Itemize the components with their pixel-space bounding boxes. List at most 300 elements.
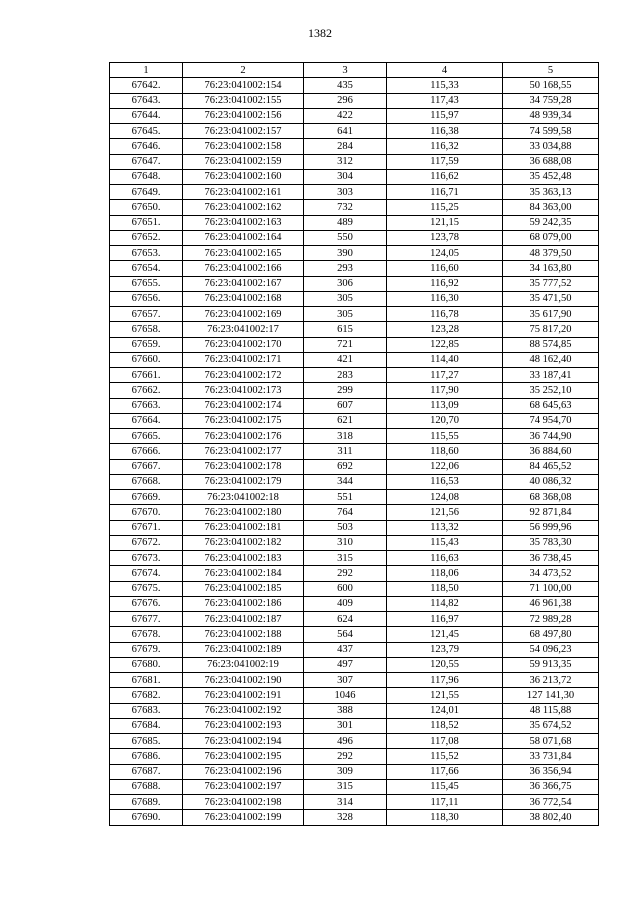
- area-cell: 551: [304, 490, 387, 505]
- area-cell: 564: [304, 627, 387, 642]
- rate-cell: 114,40: [387, 352, 503, 367]
- rate-cell: 120,70: [387, 413, 503, 428]
- table-row: [110, 490, 599, 505]
- cadastral-number-cell: 76:23:041002:167: [183, 276, 304, 291]
- row-number-cell: 67677.: [110, 612, 183, 627]
- area-cell: 388: [304, 703, 387, 718]
- cadastral-number-cell: 76:23:041002:18: [183, 490, 304, 505]
- rate-cell: 116,71: [387, 185, 503, 200]
- value-cell: 84 465,52: [503, 459, 599, 474]
- rate-cell: 121,55: [387, 688, 503, 703]
- area-cell: 615: [304, 322, 387, 337]
- value-cell: 59 242,35: [503, 215, 599, 230]
- value-cell: 127 141,30: [503, 688, 599, 703]
- cadastral-number-cell: 76:23:041002:165: [183, 246, 304, 261]
- cadastral-number-cell: 76:23:041002:197: [183, 779, 304, 794]
- row-number-cell: 67645.: [110, 124, 183, 139]
- row-number-cell: 67650.: [110, 200, 183, 215]
- cadastral-number-cell: 76:23:041002:175: [183, 413, 304, 428]
- table-row: [110, 779, 599, 794]
- value-cell: 36 366,75: [503, 779, 599, 794]
- table-row: [110, 718, 599, 733]
- row-number-cell: 67687.: [110, 764, 183, 779]
- table-row: [110, 749, 599, 764]
- rate-cell: 117,27: [387, 368, 503, 383]
- cadastral-number-cell: 76:23:041002:166: [183, 261, 304, 276]
- row-number-cell: 67672.: [110, 535, 183, 550]
- value-cell: 40 086,32: [503, 474, 599, 489]
- row-number-cell: 67663.: [110, 398, 183, 413]
- rate-cell: 114,82: [387, 596, 503, 611]
- area-cell: 305: [304, 307, 387, 322]
- value-cell: 35 363,13: [503, 185, 599, 200]
- value-cell: 34 163,80: [503, 261, 599, 276]
- column-header: 1: [110, 63, 183, 78]
- value-cell: 68 645,63: [503, 398, 599, 413]
- table-header-row: [110, 63, 599, 78]
- value-cell: 71 100,00: [503, 581, 599, 596]
- row-number-cell: 67654.: [110, 261, 183, 276]
- table-row: [110, 124, 599, 139]
- rate-cell: 120,55: [387, 657, 503, 672]
- table-row: [110, 764, 599, 779]
- rate-cell: 123,78: [387, 230, 503, 245]
- rate-cell: 124,01: [387, 703, 503, 718]
- rate-cell: 118,30: [387, 810, 503, 825]
- row-number-cell: 67642.: [110, 78, 183, 93]
- row-number-cell: 67666.: [110, 444, 183, 459]
- cadastral-number-cell: 76:23:041002:189: [183, 642, 304, 657]
- table-row: [110, 108, 599, 123]
- row-number-cell: 67644.: [110, 108, 183, 123]
- row-number-cell: 67669.: [110, 490, 183, 505]
- cadastral-number-cell: 76:23:041002:162: [183, 200, 304, 215]
- table-row: [110, 474, 599, 489]
- area-cell: 314: [304, 795, 387, 810]
- table-row: [110, 154, 599, 169]
- value-cell: 74 954,70: [503, 413, 599, 428]
- area-cell: 305: [304, 291, 387, 306]
- area-cell: 283: [304, 368, 387, 383]
- area-cell: 764: [304, 505, 387, 520]
- row-number-cell: 67662.: [110, 383, 183, 398]
- cadastral-number-cell: 76:23:041002:196: [183, 764, 304, 779]
- value-cell: 56 999,96: [503, 520, 599, 535]
- value-cell: 34 473,52: [503, 566, 599, 581]
- rate-cell: 116,30: [387, 291, 503, 306]
- table-row: [110, 734, 599, 749]
- cadastral-number-cell: 76:23:041002:156: [183, 108, 304, 123]
- table-row: [110, 78, 599, 93]
- value-cell: 36 884,60: [503, 444, 599, 459]
- row-number-cell: 67676.: [110, 596, 183, 611]
- value-cell: 33 034,88: [503, 139, 599, 154]
- row-number-cell: 67660.: [110, 352, 183, 367]
- row-number-cell: 67652.: [110, 230, 183, 245]
- table-body: [110, 78, 599, 825]
- value-cell: 36 213,72: [503, 673, 599, 688]
- cadastral-number-cell: 76:23:041002:191: [183, 688, 304, 703]
- cadastral-number-cell: 76:23:041002:199: [183, 810, 304, 825]
- cadastral-number-cell: 76:23:041002:172: [183, 368, 304, 383]
- cadastral-number-cell: 76:23:041002:178: [183, 459, 304, 474]
- cadastral-number-cell: 76:23:041002:192: [183, 703, 304, 718]
- row-number-cell: 67688.: [110, 779, 183, 794]
- row-number-cell: 67683.: [110, 703, 183, 718]
- table-row: [110, 246, 599, 261]
- value-cell: 36 772,54: [503, 795, 599, 810]
- cadastral-number-cell: 76:23:041002:181: [183, 520, 304, 535]
- cadastral-number-cell: 76:23:041002:160: [183, 169, 304, 184]
- row-number-cell: 67690.: [110, 810, 183, 825]
- row-number-cell: 67680.: [110, 657, 183, 672]
- table-row: [110, 627, 599, 642]
- value-cell: 35 252,10: [503, 383, 599, 398]
- area-cell: 600: [304, 581, 387, 596]
- column-header: 3: [304, 63, 387, 78]
- area-cell: 437: [304, 642, 387, 657]
- table-row: [110, 413, 599, 428]
- table-row: [110, 657, 599, 672]
- area-cell: 318: [304, 429, 387, 444]
- cadastral-number-cell: 76:23:041002:161: [183, 185, 304, 200]
- value-cell: 74 599,58: [503, 124, 599, 139]
- rate-cell: 117,08: [387, 734, 503, 749]
- table-row: [110, 169, 599, 184]
- value-cell: 68 497,80: [503, 627, 599, 642]
- area-cell: 692: [304, 459, 387, 474]
- area-cell: 284: [304, 139, 387, 154]
- area-cell: 1046: [304, 688, 387, 703]
- table-row: [110, 459, 599, 474]
- cadastral-number-cell: 76:23:041002:171: [183, 352, 304, 367]
- area-cell: 344: [304, 474, 387, 489]
- rate-cell: 116,63: [387, 551, 503, 566]
- row-number-cell: 67667.: [110, 459, 183, 474]
- row-number-cell: 67653.: [110, 246, 183, 261]
- value-cell: 48 939,34: [503, 108, 599, 123]
- value-cell: 35 783,30: [503, 535, 599, 550]
- row-number-cell: 67674.: [110, 566, 183, 581]
- rate-cell: 121,15: [387, 215, 503, 230]
- value-cell: 35 452,48: [503, 169, 599, 184]
- area-cell: 307: [304, 673, 387, 688]
- cadastral-number-cell: 76:23:041002:187: [183, 612, 304, 627]
- data-table: [109, 62, 599, 826]
- rate-cell: 115,45: [387, 779, 503, 794]
- area-cell: 304: [304, 169, 387, 184]
- table-row: [110, 261, 599, 276]
- rate-cell: 116,97: [387, 612, 503, 627]
- value-cell: 35 617,90: [503, 307, 599, 322]
- rate-cell: 115,25: [387, 200, 503, 215]
- rate-cell: 117,96: [387, 673, 503, 688]
- value-cell: 84 363,00: [503, 200, 599, 215]
- value-cell: 33 187,41: [503, 368, 599, 383]
- rate-cell: 117,90: [387, 383, 503, 398]
- cadastral-number-cell: 76:23:041002:198: [183, 795, 304, 810]
- value-cell: 36 738,45: [503, 551, 599, 566]
- row-number-cell: 67665.: [110, 429, 183, 444]
- rate-cell: 123,79: [387, 642, 503, 657]
- area-cell: 306: [304, 276, 387, 291]
- table-row: [110, 673, 599, 688]
- cadastral-number-cell: 76:23:041002:159: [183, 154, 304, 169]
- value-cell: 50 168,55: [503, 78, 599, 93]
- rate-cell: 116,53: [387, 474, 503, 489]
- cadastral-number-cell: 76:23:041002:194: [183, 734, 304, 749]
- table-row: [110, 383, 599, 398]
- rate-cell: 113,32: [387, 520, 503, 535]
- rate-cell: 116,62: [387, 169, 503, 184]
- value-cell: 68 079,00: [503, 230, 599, 245]
- area-cell: 624: [304, 612, 387, 627]
- rate-cell: 122,85: [387, 337, 503, 352]
- value-cell: 35 471,50: [503, 291, 599, 306]
- row-number-cell: 67659.: [110, 337, 183, 352]
- row-number-cell: 67651.: [110, 215, 183, 230]
- cadastral-number-cell: 76:23:041002:163: [183, 215, 304, 230]
- area-cell: 607: [304, 398, 387, 413]
- page-number: 1382: [308, 26, 332, 40]
- area-cell: 721: [304, 337, 387, 352]
- area-cell: 293: [304, 261, 387, 276]
- table-row: [110, 551, 599, 566]
- table-row: [110, 93, 599, 108]
- cadastral-number-cell: 76:23:041002:177: [183, 444, 304, 459]
- rate-cell: 123,28: [387, 322, 503, 337]
- row-number-cell: 67655.: [110, 276, 183, 291]
- value-cell: 33 731,84: [503, 749, 599, 764]
- value-cell: 35 777,52: [503, 276, 599, 291]
- cadastral-number-cell: 76:23:041002:190: [183, 673, 304, 688]
- row-number-cell: 67686.: [110, 749, 183, 764]
- value-cell: 72 989,28: [503, 612, 599, 627]
- value-cell: 36 688,08: [503, 154, 599, 169]
- area-cell: 328: [304, 810, 387, 825]
- row-number-cell: 67675.: [110, 581, 183, 596]
- area-cell: 422: [304, 108, 387, 123]
- column-header: 2: [183, 63, 304, 78]
- cadastral-number-cell: 76:23:041002:168: [183, 291, 304, 306]
- cadastral-number-cell: 76:23:041002:155: [183, 93, 304, 108]
- cadastral-number-cell: 76:23:041002:158: [183, 139, 304, 154]
- rate-cell: 118,06: [387, 566, 503, 581]
- cadastral-number-cell: 76:23:041002:176: [183, 429, 304, 444]
- value-cell: 38 802,40: [503, 810, 599, 825]
- area-cell: 489: [304, 215, 387, 230]
- rate-cell: 116,78: [387, 307, 503, 322]
- cadastral-number-cell: 76:23:041002:193: [183, 718, 304, 733]
- rate-cell: 118,60: [387, 444, 503, 459]
- area-cell: 550: [304, 230, 387, 245]
- table-row: [110, 566, 599, 581]
- rate-cell: 115,55: [387, 429, 503, 444]
- cadastral-number-cell: 76:23:041002:179: [183, 474, 304, 489]
- value-cell: 88 574,85: [503, 337, 599, 352]
- value-cell: 46 961,38: [503, 596, 599, 611]
- cadastral-number-cell: 76:23:041002:173: [183, 383, 304, 398]
- cadastral-number-cell: 76:23:041002:19: [183, 657, 304, 672]
- row-number-cell: 67685.: [110, 734, 183, 749]
- table-row: [110, 810, 599, 825]
- cadastral-number-cell: 76:23:041002:184: [183, 566, 304, 581]
- area-cell: 292: [304, 749, 387, 764]
- value-cell: 75 817,20: [503, 322, 599, 337]
- rate-cell: 115,52: [387, 749, 503, 764]
- cadastral-number-cell: 76:23:041002:185: [183, 581, 304, 596]
- rate-cell: 121,56: [387, 505, 503, 520]
- table-row: [110, 215, 599, 230]
- rate-cell: 116,32: [387, 139, 503, 154]
- area-cell: 312: [304, 154, 387, 169]
- row-number-cell: 67689.: [110, 795, 183, 810]
- rate-cell: 117,11: [387, 795, 503, 810]
- area-cell: 296: [304, 93, 387, 108]
- rate-cell: 124,08: [387, 490, 503, 505]
- table-row: [110, 795, 599, 810]
- cadastral-number-cell: 76:23:041002:195: [183, 749, 304, 764]
- table-row: [110, 642, 599, 657]
- rate-cell: 116,38: [387, 124, 503, 139]
- row-number-cell: 67664.: [110, 413, 183, 428]
- rate-cell: 121,45: [387, 627, 503, 642]
- cadastral-number-cell: 76:23:041002:183: [183, 551, 304, 566]
- rate-cell: 117,43: [387, 93, 503, 108]
- rate-cell: 118,52: [387, 718, 503, 733]
- table-row: [110, 139, 599, 154]
- value-cell: 36 744,90: [503, 429, 599, 444]
- cadastral-number-cell: 76:23:041002:157: [183, 124, 304, 139]
- area-cell: 310: [304, 535, 387, 550]
- cadastral-number-cell: 76:23:041002:170: [183, 337, 304, 352]
- row-number-cell: 67657.: [110, 307, 183, 322]
- cadastral-number-cell: 76:23:041002:182: [183, 535, 304, 550]
- row-number-cell: 67646.: [110, 139, 183, 154]
- cadastral-number-cell: 76:23:041002:169: [183, 307, 304, 322]
- cadastral-number-cell: 76:23:041002:186: [183, 596, 304, 611]
- value-cell: 48 115,88: [503, 703, 599, 718]
- area-cell: 641: [304, 124, 387, 139]
- cadastral-number-cell: 76:23:041002:188: [183, 627, 304, 642]
- table-row: [110, 398, 599, 413]
- rate-cell: 115,43: [387, 535, 503, 550]
- area-cell: 309: [304, 764, 387, 779]
- rate-cell: 117,59: [387, 154, 503, 169]
- row-number-cell: 67684.: [110, 718, 183, 733]
- cadastral-number-cell: 76:23:041002:180: [183, 505, 304, 520]
- area-cell: 496: [304, 734, 387, 749]
- area-cell: 435: [304, 78, 387, 93]
- area-cell: 390: [304, 246, 387, 261]
- value-cell: 34 759,28: [503, 93, 599, 108]
- value-cell: 68 368,08: [503, 490, 599, 505]
- row-number-cell: 67648.: [110, 169, 183, 184]
- rate-cell: 115,33: [387, 78, 503, 93]
- table-row: [110, 307, 599, 322]
- row-number-cell: 67649.: [110, 185, 183, 200]
- value-cell: 35 674,52: [503, 718, 599, 733]
- row-number-cell: 67679.: [110, 642, 183, 657]
- rate-cell: 116,60: [387, 261, 503, 276]
- cadastral-number-cell: 76:23:041002:154: [183, 78, 304, 93]
- table-row: [110, 520, 599, 535]
- row-number-cell: 67668.: [110, 474, 183, 489]
- value-cell: 36 356,94: [503, 764, 599, 779]
- table-row: [110, 337, 599, 352]
- table-row: [110, 444, 599, 459]
- value-cell: 92 871,84: [503, 505, 599, 520]
- table-row: [110, 535, 599, 550]
- column-header: 4: [387, 63, 503, 78]
- area-cell: 315: [304, 551, 387, 566]
- row-number-cell: 67661.: [110, 368, 183, 383]
- cadastral-number-cell: 76:23:041002:17: [183, 322, 304, 337]
- area-cell: 621: [304, 413, 387, 428]
- rate-cell: 116,92: [387, 276, 503, 291]
- table-row: [110, 429, 599, 444]
- area-cell: 503: [304, 520, 387, 535]
- rate-cell: 118,50: [387, 581, 503, 596]
- row-number-cell: 67671.: [110, 520, 183, 535]
- table-row: [110, 612, 599, 627]
- area-cell: 303: [304, 185, 387, 200]
- table-row: [110, 368, 599, 383]
- row-number-cell: 67647.: [110, 154, 183, 169]
- table-row: [110, 200, 599, 215]
- table-row: [110, 703, 599, 718]
- rate-cell: 113,09: [387, 398, 503, 413]
- value-cell: 54 096,23: [503, 642, 599, 657]
- table-row: [110, 352, 599, 367]
- rate-cell: 115,97: [387, 108, 503, 123]
- cadastral-number-cell: 76:23:041002:164: [183, 230, 304, 245]
- row-number-cell: 67658.: [110, 322, 183, 337]
- column-header: 5: [503, 63, 599, 78]
- table-row: [110, 230, 599, 245]
- area-cell: 497: [304, 657, 387, 672]
- table-row: [110, 291, 599, 306]
- value-cell: 48 162,40: [503, 352, 599, 367]
- cadastral-number-cell: 76:23:041002:174: [183, 398, 304, 413]
- area-cell: 315: [304, 779, 387, 794]
- value-cell: 59 913,35: [503, 657, 599, 672]
- rate-cell: 124,05: [387, 246, 503, 261]
- rate-cell: 117,66: [387, 764, 503, 779]
- table-row: [110, 688, 599, 703]
- row-number-cell: 67643.: [110, 93, 183, 108]
- row-number-cell: 67656.: [110, 291, 183, 306]
- area-cell: 409: [304, 596, 387, 611]
- value-cell: 58 071,68: [503, 734, 599, 749]
- table-row: [110, 505, 599, 520]
- row-number-cell: 67682.: [110, 688, 183, 703]
- row-number-cell: 67681.: [110, 673, 183, 688]
- table-row: [110, 596, 599, 611]
- area-cell: 311: [304, 444, 387, 459]
- value-cell: 48 379,50: [503, 246, 599, 261]
- area-cell: 421: [304, 352, 387, 367]
- table-row: [110, 276, 599, 291]
- area-cell: 301: [304, 718, 387, 733]
- rate-cell: 122,06: [387, 459, 503, 474]
- table-row: [110, 185, 599, 200]
- area-cell: 732: [304, 200, 387, 215]
- row-number-cell: 67673.: [110, 551, 183, 566]
- area-cell: 292: [304, 566, 387, 581]
- area-cell: 299: [304, 383, 387, 398]
- row-number-cell: 67670.: [110, 505, 183, 520]
